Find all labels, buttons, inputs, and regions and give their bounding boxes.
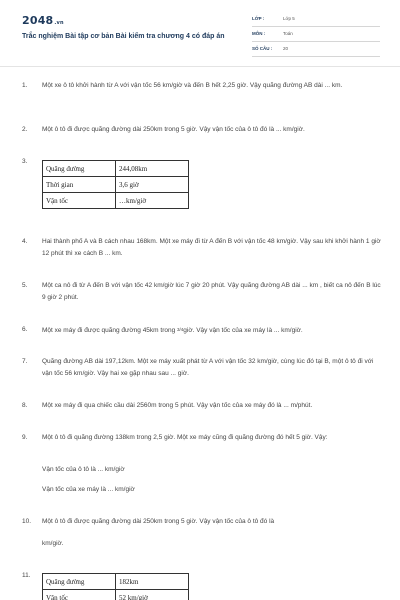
fraction: 3/4 <box>177 327 184 332</box>
meta-subject: MÔN : Toán <box>252 29 380 42</box>
table-row: Vận tốc …km/giờ <box>43 193 189 209</box>
question-11-table <box>42 573 189 600</box>
meta-class: LỚP : Lớp 5 <box>252 14 380 27</box>
table-row: Vận tốc 52 km/giờ <box>43 590 189 600</box>
site-logo[interactable]: 2048.vn <box>22 14 64 27</box>
question-3-table <box>42 160 189 209</box>
meta-question-count: SỐ CÂU : 20 <box>252 44 380 57</box>
table-row: Thời gian 3,6 giờ <box>43 177 189 193</box>
question-9-part-b: Vận tốc của xe máy là ... km/giờ <box>42 486 135 493</box>
page-header <box>0 0 400 62</box>
page-title: Trắc nghiệm Bài tập cơ bản Bài kiểm tra chương 4 có đáp án <box>22 33 225 40</box>
header-divider <box>0 66 400 67</box>
question-9-part-a: Vận tốc của ô tô là ... km/giờ <box>42 466 125 473</box>
quiz-meta <box>252 14 380 59</box>
table-row: Quãng đường 244,08km <box>43 161 189 177</box>
table-row: Quãng đường 182km <box>43 574 189 590</box>
question-10-unit: km/giờ. <box>42 540 64 547</box>
